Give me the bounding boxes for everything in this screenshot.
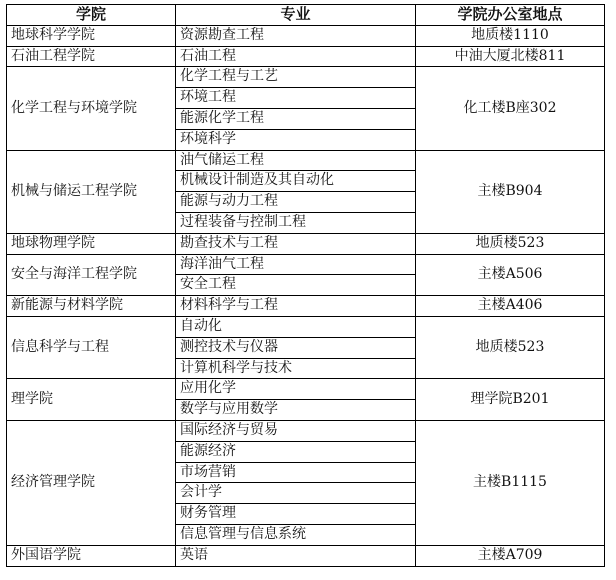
office-cell: 地质楼523 [416, 316, 605, 378]
office-cell: 主楼A506 [416, 254, 605, 296]
office-cell: 化工楼B座302 [416, 67, 605, 150]
table-row [7, 254, 605, 275]
college-cell: 机械与储运工程学院 [7, 150, 176, 233]
major-cell: 过程装备与控制工程 [176, 212, 416, 233]
college-cell: 经济管理学院 [7, 420, 176, 545]
office-cell: 主楼A406 [416, 296, 605, 317]
major-cell: 化学工程与工艺 [176, 67, 416, 88]
table-row [7, 379, 605, 400]
college-cell: 信息科学与工程 [7, 316, 176, 378]
major-cell: 自动化 [176, 316, 416, 337]
office-cell: 中油大厦北楼811 [416, 46, 605, 67]
college-cell: 新能源与材料学院 [7, 296, 176, 317]
table-row [7, 545, 605, 566]
major-cell: 环境科学 [176, 129, 416, 150]
office-cell: 主楼B904 [416, 150, 605, 233]
major-cell: 油气储运工程 [176, 150, 416, 171]
table-row [7, 316, 605, 337]
office-cell: 地质楼1110 [416, 25, 605, 46]
office-cell: 主楼B1115 [416, 420, 605, 545]
major-cell: 安全工程 [176, 275, 416, 296]
major-cell: 能源化学工程 [176, 108, 416, 129]
major-cell: 石油工程 [176, 46, 416, 67]
college-cell: 安全与海洋工程学院 [7, 254, 176, 296]
page [6, 4, 605, 567]
major-cell: 机械设计制造及其自动化 [176, 171, 416, 192]
major-cell: 应用化学 [176, 379, 416, 400]
office-cell: 理学院B201 [416, 379, 605, 421]
table-row [7, 233, 605, 254]
table-row [7, 67, 605, 88]
header-row [7, 5, 605, 26]
major-cell: 会计学 [176, 483, 416, 504]
major-cell: 海洋油气工程 [176, 254, 416, 275]
header-office: 学院办公室地点 [416, 5, 605, 26]
office-cell: 地质楼523 [416, 233, 605, 254]
table-row [7, 150, 605, 171]
major-cell: 财务管理 [176, 504, 416, 525]
college-cell: 地球物理学院 [7, 233, 176, 254]
college-cell: 石油工程学院 [7, 46, 176, 67]
table-body [7, 25, 605, 566]
major-cell: 国际经济与贸易 [176, 420, 416, 441]
table-row [7, 296, 605, 317]
major-cell: 能源与动力工程 [176, 192, 416, 213]
major-cell: 勘查技术与工程 [176, 233, 416, 254]
table-row [7, 420, 605, 441]
college-cell: 理学院 [7, 379, 176, 421]
college-cell: 地球科学学院 [7, 25, 176, 46]
major-cell: 资源勘查工程 [176, 25, 416, 46]
table-row [7, 46, 605, 67]
major-cell: 英语 [176, 545, 416, 566]
major-cell: 材料科学与工程 [176, 296, 416, 317]
major-cell: 测控技术与仪器 [176, 337, 416, 358]
college-major-office-table [6, 4, 605, 567]
table-row [7, 25, 605, 46]
major-cell: 计算机科学与技术 [176, 358, 416, 379]
major-cell: 数学与应用数学 [176, 400, 416, 421]
college-cell: 化学工程与环境学院 [7, 67, 176, 150]
major-cell: 能源经济 [176, 441, 416, 462]
major-cell: 市场营销 [176, 462, 416, 483]
header-college: 学院 [7, 5, 176, 26]
major-cell: 环境工程 [176, 88, 416, 109]
major-cell: 信息管理与信息系统 [176, 524, 416, 545]
header-major: 专业 [176, 5, 416, 26]
college-cell: 外国语学院 [7, 545, 176, 566]
office-cell: 主楼A709 [416, 545, 605, 566]
